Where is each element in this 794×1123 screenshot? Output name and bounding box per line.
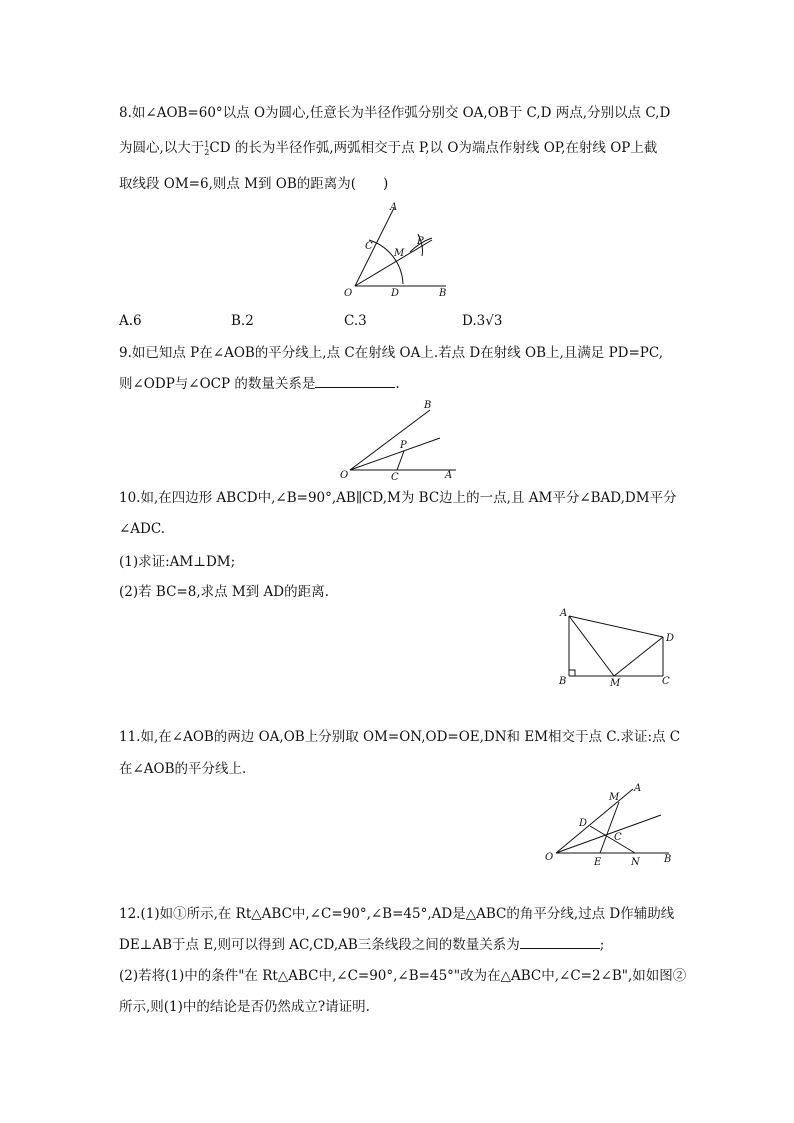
q9-label-c: C	[391, 472, 399, 483]
q10-segment-dm	[614, 637, 663, 676]
q10-figure	[556, 604, 686, 694]
q9-text-line2	[119, 375, 400, 393]
q8-label-b: B	[439, 288, 447, 299]
q9-figure	[338, 398, 468, 483]
q8-label-o: O	[344, 288, 353, 299]
q9-text-line2-end: .	[395, 376, 400, 392]
q8-choice-b: B.2	[231, 313, 254, 329]
q11-segment-em	[600, 802, 619, 853]
q8-fraction-den: 2	[204, 147, 210, 157]
q11-label-m: M	[609, 792, 620, 803]
q8-arc-cd	[369, 240, 403, 284]
q9-text-line2-a: 则∠ODP与∠OCP 的数量关系是	[119, 376, 316, 392]
q8-label-m: M	[394, 248, 405, 259]
q8-label-d: D	[391, 288, 400, 299]
q9-answer-blank[interactable]	[315, 375, 395, 388]
q10-label-c: C	[662, 676, 670, 687]
q8-figure	[340, 198, 460, 303]
q8-label-p: P	[417, 236, 424, 247]
q10-label-a: A	[560, 608, 568, 619]
q11-label-e: E	[594, 857, 602, 868]
q12-text-line1: 12.(1)如①所示,在 Rt△ABC中,∠C=90°,∠B=45°,AD是△ABC的角平分线,过点 D作辅助线	[119, 906, 675, 922]
q9-segment-pc	[397, 451, 404, 470]
q9-text-line1: 9.如已知点 P在∠AOB的平分线上,点 C在射线 OA上.若点 D在射线 OB上,且满足 PD=PC,	[119, 345, 664, 361]
q8-text-line3: 取线段 OM=6,则点 M到 OB的距离为( )	[119, 176, 389, 192]
q12-text-line3: (2)若将(1)中的条件"在 Rt△ABC中,∠C=90°,∠B=45°"改为在△ABC中,∠C=2∠B",如如图②	[119, 968, 687, 984]
q12-text-line4: 所示,则(1)中的结论是否仍然成立?请证明.	[119, 999, 370, 1015]
q8-text-line1: 8.如∠AOB=60°以点 O为圆心,任意长为半径作弧分别交 OA,OB于 C,D 两点,分别以点 C,D	[119, 105, 671, 121]
q8-choice-d: D.3√3	[462, 313, 503, 329]
q10-text-line1: 10.如,在四边形 ABCD中,∠B=90°,AB∥CD,M为 BC边上的一点,且 AM平分∠BAD,DM平分	[119, 490, 677, 506]
q9-ray-ob	[350, 410, 430, 470]
q11-ray-oa	[556, 789, 633, 853]
q9-label-p: P	[400, 440, 407, 451]
q8-fraction-num: 1	[204, 139, 210, 149]
q10-label-d: D	[666, 633, 675, 644]
q11-label-c: C	[614, 832, 622, 843]
q10-label-m: M	[610, 678, 621, 689]
q11-label-d: D	[579, 818, 588, 829]
q10-side-da	[569, 616, 663, 637]
q9-label-a: A	[445, 470, 453, 481]
q8-label-c: C	[365, 241, 373, 252]
q10-right-angle-mark	[569, 670, 575, 676]
q10-part1: (1)求证:AM⊥DM;	[119, 554, 236, 570]
q11-text-line1: 11.如,在∠AOB的两边 OA,OB上分别取 OM=ON,OD=OE,DN和 EM相交于点 C.求证:点 C	[119, 729, 681, 745]
q10-label-b: B	[559, 676, 567, 687]
q8-choice-a: A.6	[119, 313, 142, 329]
q11-text-line2: 在∠AOB的平分线上.	[119, 761, 247, 777]
q10-text-line2: ∠ADC.	[119, 521, 166, 537]
q12-text-line2	[119, 936, 604, 954]
q12-text-line2-a: DE⊥AB于点 E,则可以得到 AC,CD,AB三条线段之间的数量关系为	[119, 937, 520, 953]
q8-text-line2	[119, 139, 657, 157]
q8-text-line2-a: 为圆心,以大于	[119, 140, 205, 156]
q8-text-line2-b: CD 的长为半径作弧,两弧相交于点 P,以 O为端点作射线 OP,在射线 OP上截	[209, 140, 658, 156]
q11-label-b: B	[664, 854, 672, 865]
q11-label-a: A	[634, 783, 642, 794]
q11-label-n: N	[631, 857, 640, 868]
q9-label-b: B	[424, 400, 432, 411]
q12-answer-blank[interactable]	[520, 936, 600, 949]
q8-label-a: A	[390, 202, 398, 213]
q11-figure	[543, 780, 683, 870]
q8-choice-c: C.3	[344, 313, 367, 329]
q11-segment-dn	[590, 826, 635, 853]
q11-label-o: O	[545, 852, 554, 863]
q12-text-line2-end: ;	[599, 937, 605, 953]
q9-bisector	[350, 438, 440, 470]
q10-part2: (2)若 BC=8,求点 M到 AD的距离.	[119, 584, 329, 600]
q9-label-o: O	[340, 470, 349, 481]
q11-bisector	[556, 815, 661, 853]
